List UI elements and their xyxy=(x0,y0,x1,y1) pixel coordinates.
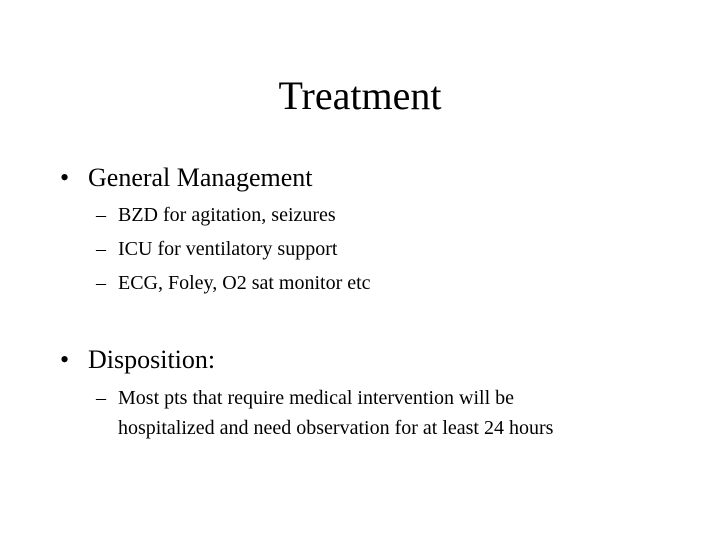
sub-marker: – xyxy=(96,204,106,226)
sub-marker: – xyxy=(96,387,106,409)
sub-item-disposition xyxy=(96,383,553,443)
sub-item-text: Most pts that require medical intervention will be xyxy=(118,387,515,409)
sub-marker: – xyxy=(96,238,106,260)
sub-item-text: ECG, Foley, O2 sat monitor etc xyxy=(118,272,371,294)
bullet-heading: General Management xyxy=(88,163,313,192)
sub-item-bzd xyxy=(96,200,336,230)
sub-item-text: ICU for ventilatory support xyxy=(118,238,338,260)
sub-item-continuation: hospitalized and need observation for at least 24 hours xyxy=(118,417,554,439)
slide-title: Treatment xyxy=(278,73,442,118)
bullet-marker: • xyxy=(60,163,70,192)
bullet-marker: • xyxy=(60,345,70,374)
sub-marker: – xyxy=(96,272,106,294)
bullet-disposition xyxy=(60,344,215,376)
sub-item-text: BZD for agitation, seizures xyxy=(118,204,336,226)
bullet-general-management xyxy=(60,162,313,194)
sub-item-ecg xyxy=(96,268,371,298)
bullet-heading: Disposition: xyxy=(88,345,216,374)
sub-item-icu xyxy=(96,234,337,264)
